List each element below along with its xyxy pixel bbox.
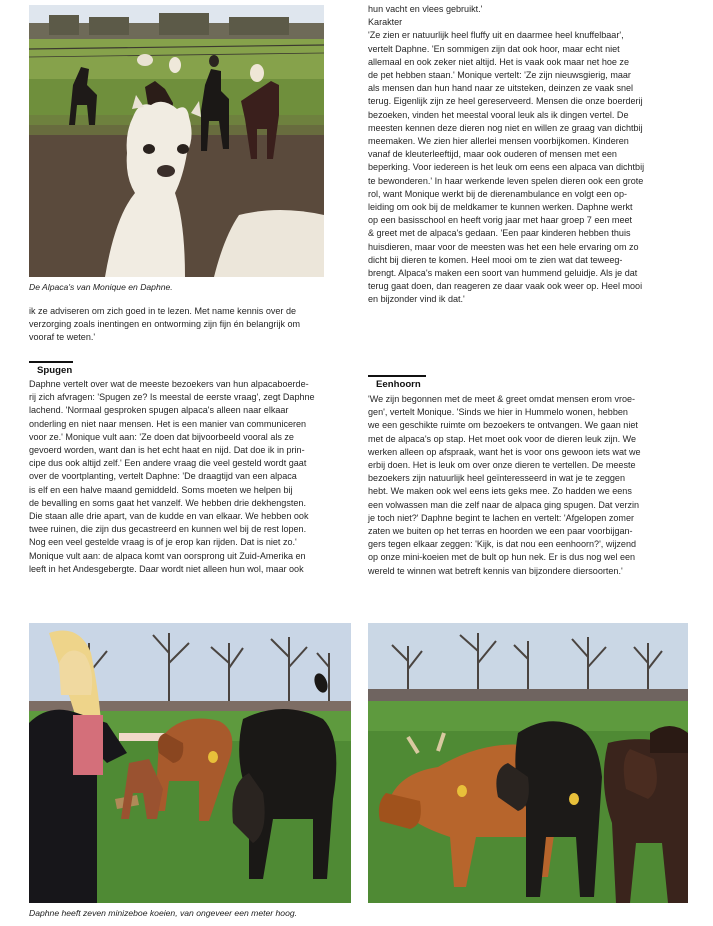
heading-rule bbox=[368, 375, 426, 377]
text-line: beperking. Voor iedereen is het leuk om eens een alpaca van dichtbij bbox=[368, 162, 645, 173]
text-line: hun vacht en vlees gebruikt.' bbox=[368, 4, 483, 14]
text-line: de bevalling en soms gaat het vanzelf. We hebben drie dekhengsten. bbox=[29, 497, 306, 508]
text-line: vertelt Daphne. 'En sommigen zijn dat ook hoor, maar echt niet bbox=[368, 43, 620, 54]
text-line: meesten kennen deze dieren nog niet en willen ze graag van dichtbij bbox=[368, 122, 643, 133]
text-line: als mensen dan hun hand naar ze uitsteken, deinzen ze vaak snel bbox=[368, 83, 634, 94]
text-line: cipe dus ook altijd zelf.' Een andere vraag die veel gesteld wordt gaat bbox=[29, 458, 307, 469]
text-line: zaten we buiten op het terras en hoorden we een paar voorbijgan- bbox=[368, 526, 633, 537]
text-line: de pet hebben staan.' Monique vertelt: 'Ze zijn nieuwsgierig, maar bbox=[368, 70, 631, 81]
text-line: huisdieren, maar voor de meesten was het een hele ervaring om zo bbox=[368, 241, 639, 252]
text-line: dicht bij dieren te komen. Heel mooi om te zien wat dat teweeg- bbox=[368, 254, 623, 265]
left-intro-text bbox=[29, 305, 352, 345]
text-line: te bewonderen.' In haar werkende leven spelen dieren ook een grote bbox=[368, 175, 644, 186]
text-line: we een geschikte ruimte om bezoekers te ontvangen. We gaan niet bbox=[368, 420, 638, 431]
text-line: je toch niet?' Daphne begint te lachen en vertelt: 'Afgelopen zomer bbox=[368, 512, 634, 523]
text-line: rol, want Monique werkt bij de dierenambulance en volgt een op- bbox=[368, 188, 627, 199]
text-line: leiding om ook bij de meldkamer te kunnen werken. Daphne werkt bbox=[368, 202, 633, 213]
text-line: Nog een veel gestelde vraag is of je erop kan rijden. Dat is niet zo.' bbox=[29, 537, 297, 548]
text-line: verzorging zoals inentingen en ontworming zijn fijn én belangrijk om bbox=[29, 319, 301, 330]
subheading-karakter: Karakter bbox=[368, 17, 403, 28]
text-line: Daphne vertelt over wat de meeste bezoekers van hun alpacaboerde- bbox=[29, 379, 309, 389]
section-heading-spugen bbox=[29, 361, 73, 376]
alpaca-photo bbox=[29, 5, 324, 277]
alpaca-photo-caption: De Alpaca's van Monique en Daphne. bbox=[29, 282, 173, 292]
text-line: leeft in het Andesgebergte. Daar wordt niet alleen hun wol, maar ook bbox=[29, 563, 304, 574]
text-line: allemaal en ook zeker niet altijd. Het is vaak ook maar net hoe ze bbox=[368, 56, 629, 67]
text-line: over de voortplanting, vertelt Daphne: 'De draagtijd van een alpaca bbox=[29, 471, 297, 482]
text-line: Monique vult aan: de alpaca komt van oorsprong uit Zuid-Amerika en bbox=[29, 550, 306, 561]
text-line: met de alpaca's op stap. Het moet ook voor de dieren leuk zijn. We bbox=[368, 433, 637, 444]
left-section-text bbox=[29, 378, 352, 576]
text-line: gen', vertelt Monique. 'Sinds we hier in Hummelo wonen, hebben bbox=[368, 407, 628, 418]
text-line: twee ruinen, die zijn dus gecastreerd en kunnen wel bij de rest lopen. bbox=[29, 524, 307, 535]
text-line: op onze mini-koeien met de bult op hun nek. Er is dus nog wel een bbox=[368, 552, 636, 563]
text-line: werken alleen op afspraak, want het is voor ons gewoon iets wat we bbox=[368, 446, 641, 457]
heading-label: Eenhoorn bbox=[376, 379, 421, 390]
text-line: lachend. 'Normaal gesproken spugen alpaca's alleen naar elkaar bbox=[29, 405, 289, 416]
text-line: hebt. We maken ook wel eens iets geks mee. Zo hadden we eens bbox=[368, 486, 632, 497]
text-line: onderling en niet naar mensen. Het is een manier van communiceren bbox=[29, 418, 307, 429]
text-line: Die staan alle drie apart, van de kudde en van elkaar. We hebben ook bbox=[29, 511, 309, 522]
zebu-photos-caption: Daphne heeft zeven minizeboe koeien, van ongeveer een meter hoog. bbox=[29, 908, 298, 918]
text-line: wereld te winnen wat betreft kennis van bijzondere diersoorten.' bbox=[368, 565, 623, 576]
daphne-zebu-photo bbox=[29, 623, 351, 903]
text-line: een volwassen man die zelf naar de alpaca ging spugen. Dat verzin bbox=[368, 499, 640, 510]
text-line: op een basisschool en heeft vorig jaar met haar groep 7 een meet bbox=[368, 215, 633, 226]
right-section-text bbox=[368, 393, 688, 578]
text-line: gevoerd worden, want dan is het echt haat en nijd. Dat doe ik in prin- bbox=[29, 445, 305, 456]
text-line: brengt. Alpaca's maken een soort van hummend geluidje. Als je dat bbox=[368, 268, 638, 279]
text-line: terug gaat doen, dan reageren ze daar vaak ook weer op. Heel mooi bbox=[368, 281, 643, 292]
text-line: 'We zijn begonnen met de meet & greet omdat mensen erom vroe- bbox=[368, 394, 636, 404]
heading-label: Spugen bbox=[37, 365, 73, 376]
text-line: 'Ze zien er natuurlijk heel fluffy uit en daarmee heel knuffelbaar', bbox=[368, 30, 624, 41]
heading-rule bbox=[29, 361, 73, 363]
zebu-cows-photo bbox=[368, 623, 688, 903]
text-line: rij zich afvragen: 'Spugen ze? Is meestal de eerste vraag', zegt Daphne bbox=[29, 392, 315, 403]
text-line: bezoekers zijn natuurlijk heel geïnteresseerd in wat je te zeggen bbox=[368, 473, 625, 484]
text-line: bezoeken, vinden het meestal vooral leuk als ik dingen vertel. De bbox=[368, 109, 629, 120]
text-line: is elf en een halve maand gemiddeld. Soms moeten we helpen bij bbox=[29, 484, 293, 495]
text-line: voor ze.' Monique vult aan: 'Ze doen dat bijvoorbeeld vooral als ze bbox=[29, 431, 294, 442]
text-line: terug. Eigenlijk zijn ze heel gereserveerd. Mensen die onze boerderij bbox=[368, 96, 643, 107]
section-heading-eenhoorn bbox=[368, 375, 426, 390]
text-line: ik ze adviseren om zich goed in te lezen. Met name kennis over de bbox=[29, 306, 297, 316]
right-top-text bbox=[368, 3, 688, 307]
text-line: en bijzonder vind ik dat.' bbox=[368, 294, 465, 305]
text-line: erbij doen. Het is leuk om over onze dieren te vertellen. De meeste bbox=[368, 460, 636, 471]
text-line: vooraf te weten.' bbox=[29, 332, 96, 343]
text-line: gers tegen elkaar zeggen: 'Kijk, is dat nou een eenhoorn?', wijzend bbox=[368, 539, 637, 550]
text-line: meemaken. We zien hier allerlei mensen voorbijkomen. Kinderen bbox=[368, 136, 629, 147]
text-line: & greet met de alpaca's gedaan. 'Een paar kinderen hebben thuis bbox=[368, 228, 631, 239]
text-line: vanaf de kleuterleeftijd, maar ook ouderen of mensen met een bbox=[368, 149, 617, 160]
